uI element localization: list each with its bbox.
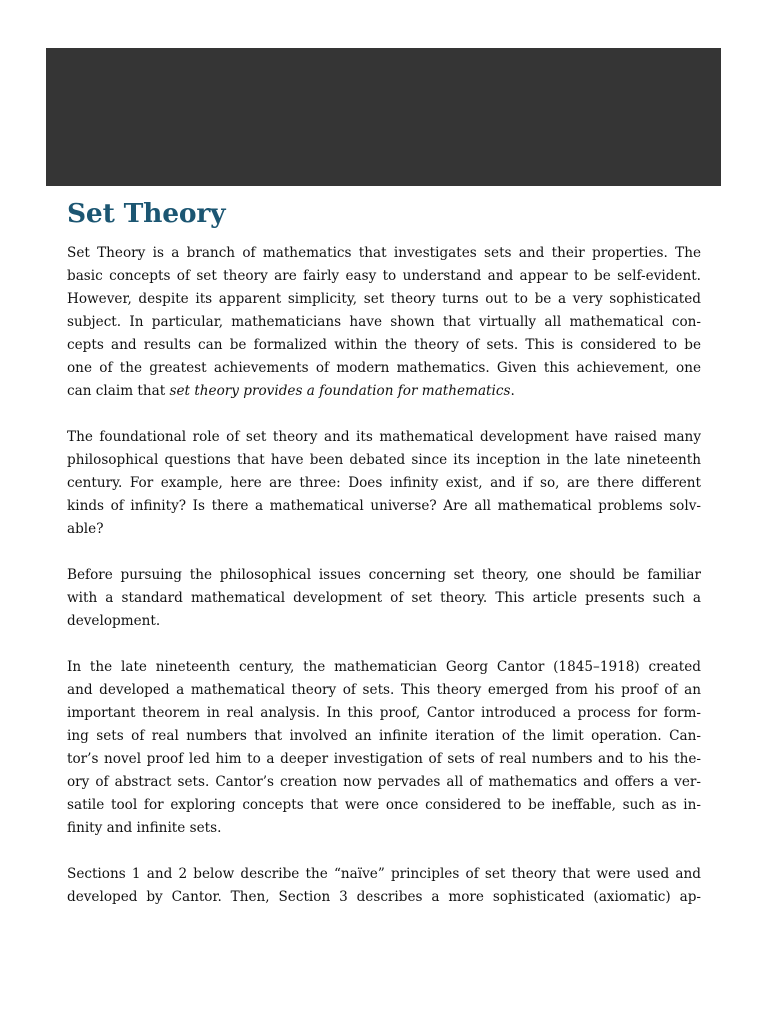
paragraph-sections [67, 863, 701, 909]
text-line: basic concepts of set theory are fairly easy to understand and appear to be self-evident. [67, 268, 701, 284]
text-line: Set Theory is a branch of mathematics that investigates sets and their properties. The [67, 245, 701, 261]
paragraph-philosophy [67, 426, 701, 541]
text-line: kinds of infinity? Is there a mathematical universe? Are all mathematical problems solv- [67, 498, 701, 514]
text-line: Sections 1 and 2 below describe the “naïve” principles of set theory that were used and [67, 866, 701, 882]
paragraph-development [67, 564, 701, 633]
emphasis-text: set theory provides a foundation for mathematics [169, 383, 511, 399]
text-fragment: can claim that [67, 383, 170, 399]
text-line: development. [67, 613, 161, 629]
text-line: finity and infinite sets. [67, 820, 222, 836]
article-title: Set Theory [67, 198, 226, 229]
text-line [67, 380, 701, 403]
text-line: ing sets of real numbers that involved an infinite iteration of the limit operation. Can- [67, 728, 701, 744]
text-line: and developed a mathematical theory of sets. This theory emerged from his proof of an [67, 682, 701, 698]
text-line: able? [67, 521, 104, 537]
text-line: However, despite its apparent simplicity, set theory turns out to be a very sophisticated [67, 291, 701, 307]
text-line: cepts and results can be formalized within the theory of sets. This is considered to be [67, 337, 701, 353]
header-banner [46, 48, 721, 186]
text-line: important theorem in real analysis. In this proof, Cantor introduced a process for form- [67, 705, 701, 721]
text-line: satile tool for exploring concepts that were once considered to be ineffable, such as in- [67, 797, 701, 813]
text-line: ory of abstract sets. Cantor’s creation now pervades all of mathematics and offers a ver- [67, 774, 701, 790]
text-line: In the late nineteenth century, the mathematician Georg Cantor (1845–1918) created [67, 659, 701, 675]
text-line: philosophical questions that have been debated since its inception in the late nineteenth [67, 452, 701, 468]
text-line: subject. In particular, mathematicians have shown that virtually all mathematical con- [67, 314, 701, 330]
text-line: century. For example, here are three: Does infinity exist, and if so, are there different [67, 475, 701, 491]
paragraph-intro [67, 242, 701, 403]
text-fragment: . [510, 383, 515, 399]
text-line: one of the greatest achievements of modern mathematics. Given this achievement, one [67, 360, 701, 376]
text-line: The foundational role of set theory and its mathematical development have raised many [67, 429, 701, 445]
text-line: developed by Cantor. Then, Section 3 describes a more sophisticated (axiomatic) ap- [67, 889, 701, 905]
text-line: with a standard mathematical development of set theory. This article presents such a [67, 590, 701, 606]
article-body [67, 196, 701, 909]
text-line: Before pursuing the philosophical issues concerning set theory, one should be familiar [67, 567, 701, 583]
paragraph-cantor [67, 656, 701, 840]
text-line: tor’s novel proof led him to a deeper investigation of sets of real numbers and to his the- [67, 751, 701, 767]
